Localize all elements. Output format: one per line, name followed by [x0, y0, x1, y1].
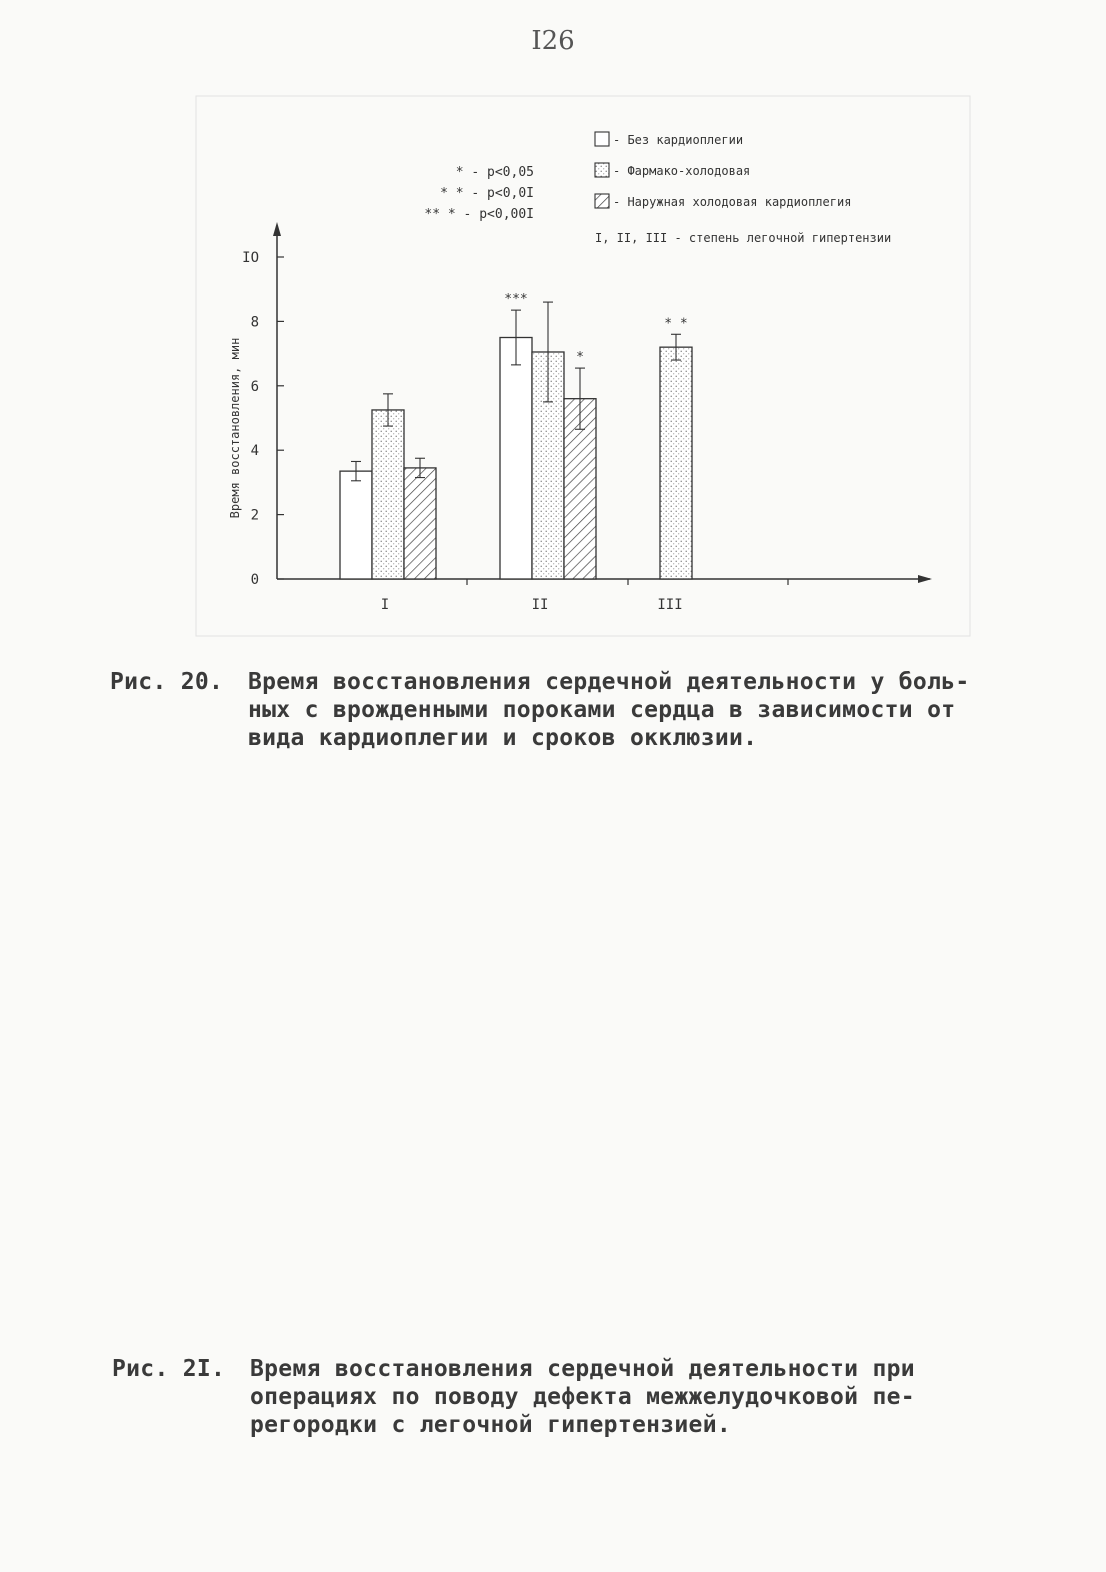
x-tick-label: I: [380, 597, 390, 613]
legend-label: - Без кардиоплегии: [613, 133, 744, 147]
p-value-legend-item: * - p<0,05: [455, 165, 534, 180]
legend-label: - Фармако-холодовая: [613, 164, 751, 178]
y-axis-label: Время восстановления, мин: [228, 337, 242, 519]
p-value-legend-item: ** * - p<0,00I: [424, 207, 534, 222]
p-value-legend-item: * * - p<0,0I: [440, 186, 534, 201]
bar-I-0: [340, 471, 372, 579]
legend-label: - Наружная холодовая кардиоплегия: [613, 195, 852, 209]
significance-stars: ***: [504, 292, 528, 308]
y-tick-label: IO: [242, 250, 259, 266]
y-tick-label: 4: [250, 443, 259, 460]
y-tick-label: 0: [250, 572, 259, 588]
legend-swatch: [595, 132, 609, 146]
bar-I-1: [372, 410, 404, 579]
y-tick-label: 6: [250, 378, 259, 395]
bar-I-2: [404, 468, 436, 579]
bar-chart: [190, 90, 980, 650]
legend-swatch: [595, 163, 609, 177]
y-tick-label: 8: [250, 314, 259, 331]
legend-note: I, II, III - степень легочной гипертензии: [595, 231, 892, 245]
bar-III-1: [660, 347, 692, 579]
caption-21-label: Рис. 2I.: [112, 1356, 226, 1382]
x-tick-label: III: [657, 597, 683, 613]
x-axis-arrow: [918, 575, 932, 583]
significance-stars: *: [576, 350, 584, 366]
caption-20-text: Время восстановления сердечной деятельности у боль-ных с врожденными пороками сердца в зависимости от вида кардиоплегии и сроков окклюзии.: [248, 669, 970, 751]
legend: [424, 132, 891, 245]
y-axis-arrow: [273, 222, 281, 236]
page-number: I26: [531, 26, 575, 56]
legend-swatch: [595, 194, 609, 208]
significance-stars: * *: [664, 316, 688, 332]
bars: [340, 292, 692, 579]
x-tick-label: II: [531, 597, 549, 613]
y-tick-label: 2: [250, 507, 259, 524]
caption-21-text: Время восстановления сердечной деятельности при операциях по поводу дефекта межжелудочковой пе-регородки с легочной гипертензией.: [250, 1356, 915, 1438]
bar-II-0: [500, 338, 532, 580]
caption-20-label: Рис. 20.: [110, 669, 224, 695]
